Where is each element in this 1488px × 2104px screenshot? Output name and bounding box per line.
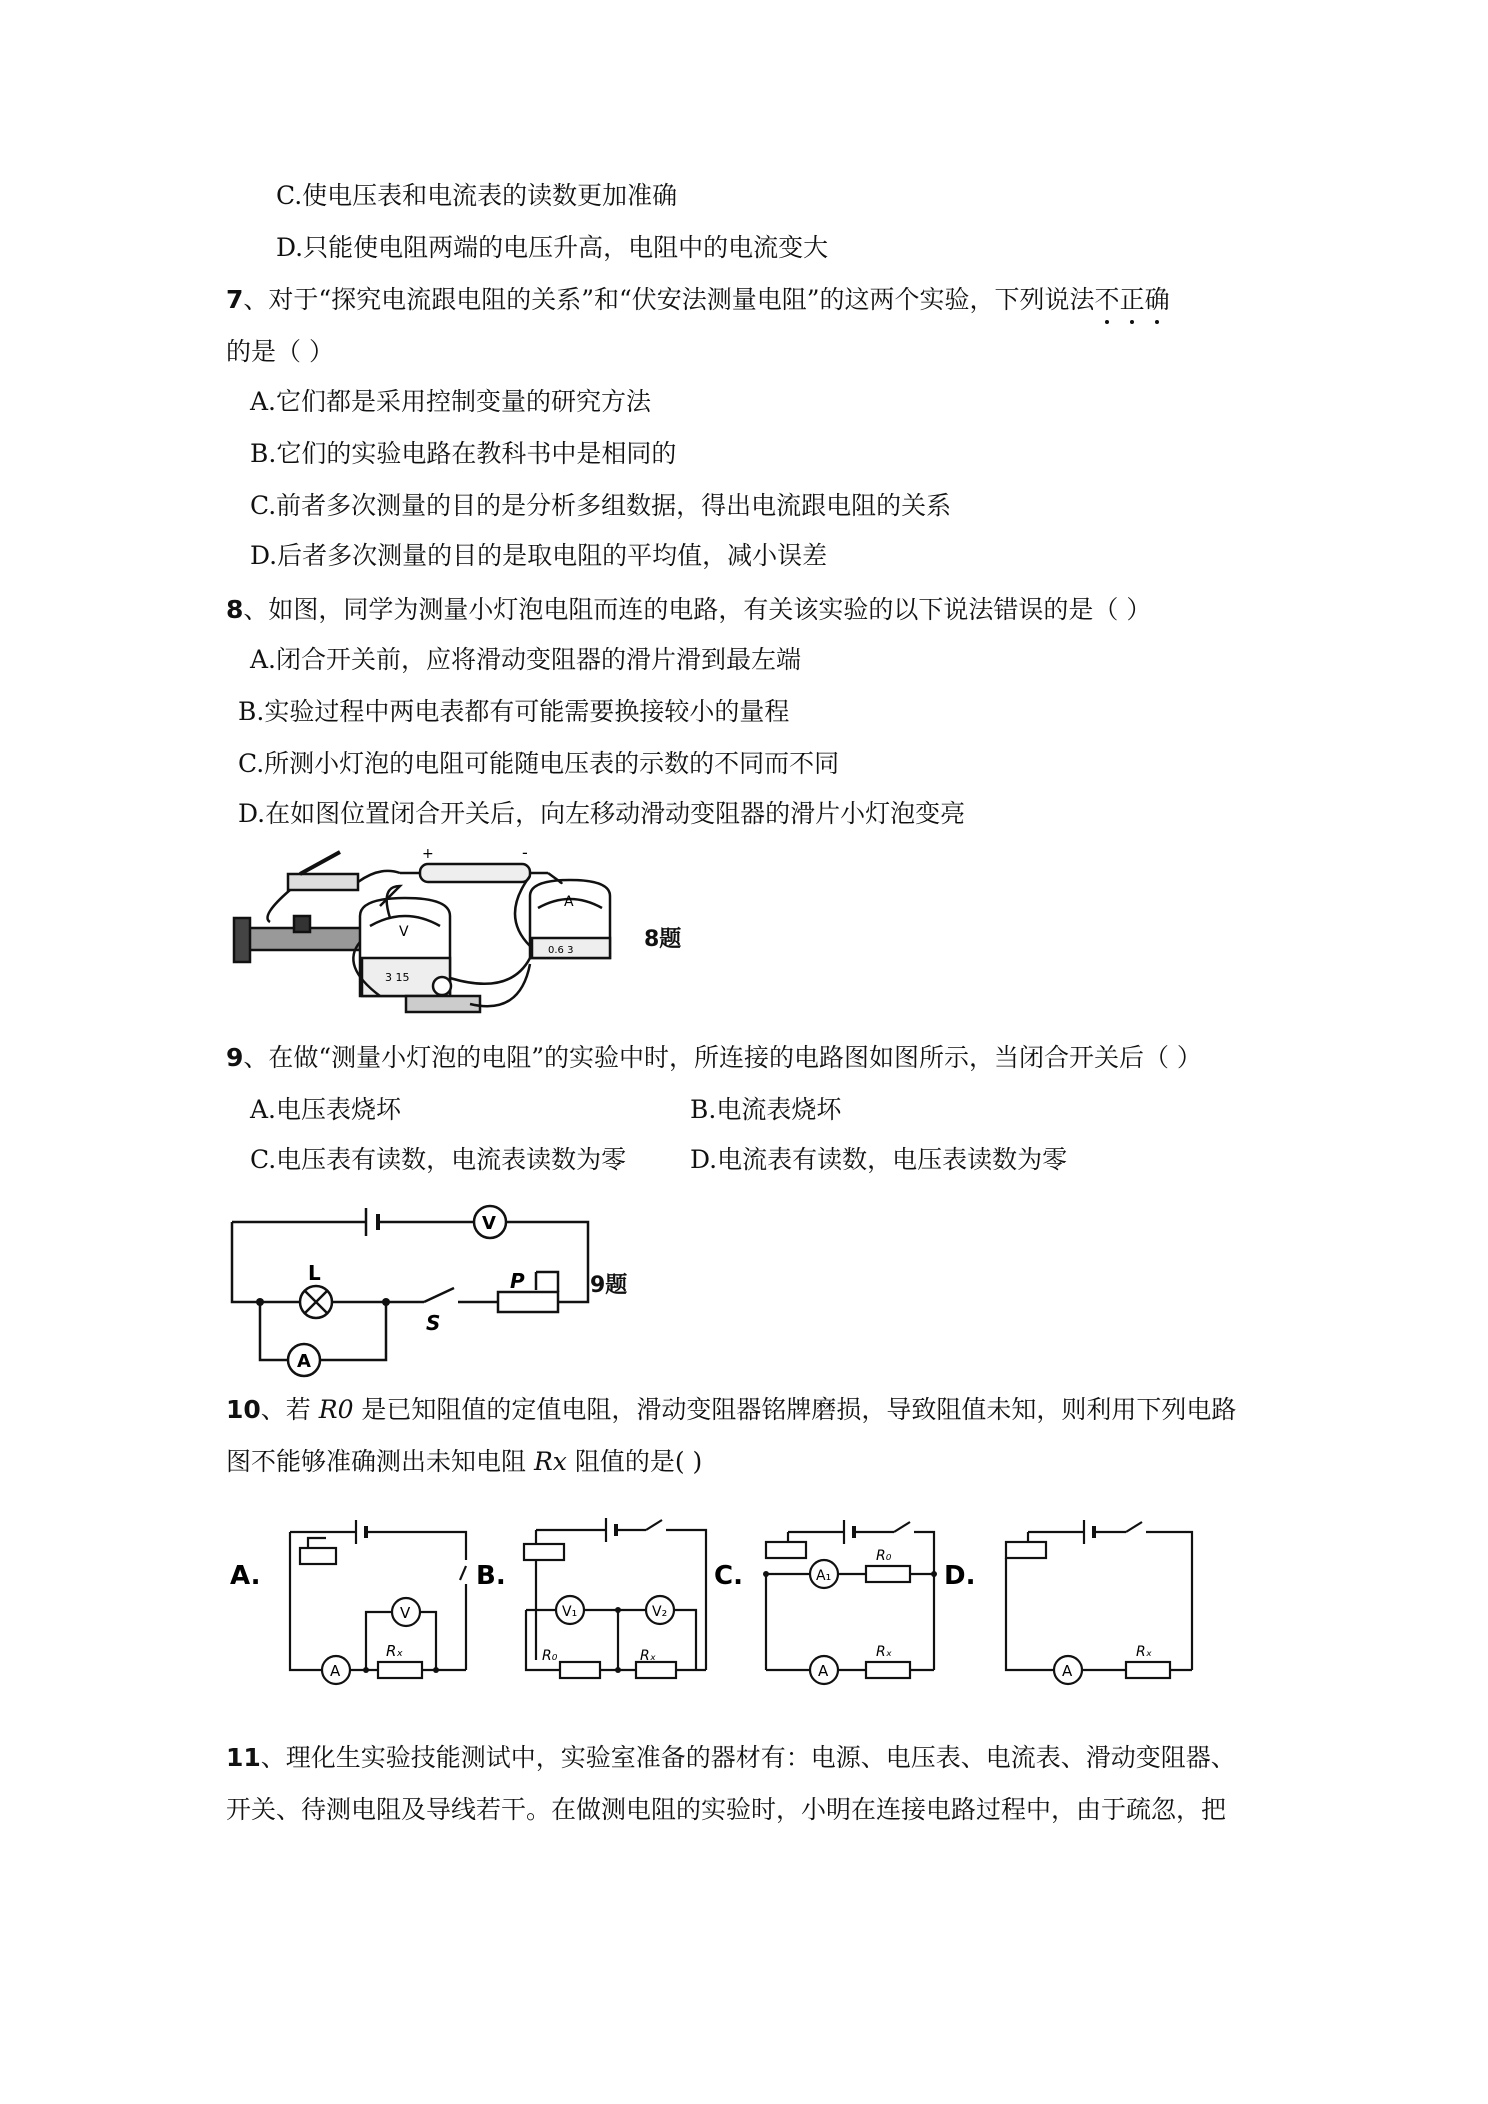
q10-stem-text-d: 阻值的是( ) bbox=[566, 1447, 703, 1476]
circuit-b-v2: V₂ bbox=[652, 1604, 668, 1620]
q8-option-c: C.所测小灯泡的电阻可能随电压表的示数的不同而不同 bbox=[238, 749, 840, 778]
q9-option-b: B.电流表烧坏 bbox=[690, 1095, 842, 1124]
ammeter-letter: A bbox=[297, 1351, 311, 1372]
q11-stem-line2: 开关、待测电阻及导线若干。在做测电阻的实验时，小明在连接电路过程中，由于疏忽，把 bbox=[226, 1795, 1227, 1824]
circuit-d bbox=[1006, 1520, 1192, 1684]
q8-stem bbox=[226, 594, 1151, 626]
switch-icon bbox=[424, 1288, 454, 1302]
q7-stem-line2: 的是（ ） bbox=[226, 337, 334, 366]
switch-letter: S bbox=[426, 1311, 441, 1335]
q9-stem-text: 、在做“测量小灯泡的电阻”的实验中时，所连接的电路图如图所示，当闭合开关后（ ） bbox=[243, 1043, 1202, 1072]
circuit-a-ammeter: A bbox=[330, 1662, 341, 1680]
q7-option-c: C.前者多次测量的目的是分析多组数据，得出电流跟电阻的关系 bbox=[250, 491, 952, 520]
circuit-b-v1: V₁ bbox=[562, 1604, 578, 1620]
ammeter-scale: 0.6 3 bbox=[548, 945, 574, 956]
circuit-a-rx: Rₓ bbox=[386, 1642, 404, 1660]
circuit-c-label: C. bbox=[714, 1561, 743, 1591]
q7-option-a: A.它们都是采用控制变量的研究方法 bbox=[250, 387, 652, 416]
voltmeter-letter: V bbox=[482, 1213, 496, 1234]
q8-option-b: B.实验过程中两电表都有可能需要换接较小的量程 bbox=[238, 697, 790, 726]
q6-option-d: D.只能使电阻两端的电压升高，电阻中的电流变大 bbox=[276, 233, 829, 262]
q7-emphasis-3: 确 bbox=[1144, 285, 1170, 314]
circuit-a-voltmeter: V bbox=[400, 1604, 411, 1622]
q7-stem-text: 、对于“探究电流跟电阻的关系”和“伏安法测量电阻”的这两个实验，下列说法 bbox=[243, 285, 1095, 314]
q10-stem-line1 bbox=[226, 1394, 1236, 1426]
q10-stem-text-b: 是已知阻值的定值电阻，滑动变阻器铭牌磨损，导致阻值未知，则利用下列电路 bbox=[353, 1395, 1237, 1424]
q10-stem-line2 bbox=[226, 1446, 702, 1478]
battery-icon bbox=[420, 864, 530, 882]
circuit-d-label: D. bbox=[944, 1561, 976, 1591]
q11-stem-line1 bbox=[226, 1742, 1236, 1774]
q7-emphasis-1: 不 bbox=[1094, 285, 1120, 314]
q9-option-c: C.电压表有读数，电流表读数为零 bbox=[250, 1145, 627, 1174]
q8-option-a: A.闭合开关前，应将滑动变阻器的滑片滑到最左端 bbox=[250, 645, 802, 674]
circuit-c-r0: R₀ bbox=[876, 1548, 892, 1564]
q7-number: 7 bbox=[226, 285, 244, 314]
circuit-c-a1: A₁ bbox=[816, 1568, 832, 1584]
q7-emphasis-2: 正 bbox=[1119, 285, 1145, 314]
q10-stem-text-c: 图不能够准确测出未知电阻 bbox=[226, 1447, 534, 1476]
bulb-icon bbox=[433, 977, 451, 995]
q7-option-d: D.后者多次测量的目的是取电阻的平均值，减小误差 bbox=[250, 541, 828, 570]
circuit-d-rx: Rₓ bbox=[1136, 1644, 1152, 1660]
circuit-b-label: B. bbox=[476, 1561, 506, 1591]
q8-option-d: D.在如图位置闭合开关后，向左移动滑动变阻器的滑片小灯泡变亮 bbox=[238, 799, 966, 828]
q10-rx-symbol: Rx bbox=[533, 1447, 567, 1476]
q10-number: 10 bbox=[226, 1395, 261, 1424]
rheostat-icon bbox=[498, 1292, 558, 1312]
circuit-c-rx: Rₓ bbox=[876, 1644, 892, 1660]
circuit-d-ammeter: A bbox=[1062, 1662, 1073, 1680]
q8-stem-text: 、如图，同学为测量小灯泡电阻而连的电路，有关该实验的以下说法错误的是（ ） bbox=[243, 595, 1152, 624]
knife-switch bbox=[288, 874, 358, 890]
q8-circuit-figure bbox=[230, 846, 700, 1021]
q10-stem-text-a: 、若 bbox=[260, 1395, 319, 1424]
q9-figure-label: 9题 bbox=[590, 1273, 628, 1298]
ammeter-letter: A bbox=[564, 894, 574, 910]
q10-circuit-figures bbox=[226, 1500, 1206, 1690]
q9-option-a: A.电压表烧坏 bbox=[250, 1095, 402, 1124]
q10-r0-symbol: R0 bbox=[318, 1395, 354, 1424]
circuit-a-label: A. bbox=[230, 1561, 261, 1591]
q9-stem bbox=[226, 1042, 1202, 1074]
circuit-c-ammeter: A bbox=[818, 1662, 829, 1680]
voltmeter-scale: 3 15 bbox=[385, 971, 410, 984]
q7-stem-line1 bbox=[226, 284, 1170, 316]
voltmeter-letter: V bbox=[399, 924, 409, 940]
slider-letter: P bbox=[510, 1269, 525, 1293]
battery-plus: + bbox=[422, 846, 434, 862]
q9-circuit-figure bbox=[226, 1192, 596, 1382]
battery-minus: - bbox=[522, 846, 528, 862]
q9-option-d: D.电流表有读数，电压表读数为零 bbox=[690, 1145, 1068, 1174]
q8-figure-label: 8题 bbox=[644, 927, 682, 952]
lamp-letter: L bbox=[308, 1261, 321, 1285]
q6-option-c: C.使电压表和电流表的读数更加准确 bbox=[276, 181, 678, 210]
circuit-a bbox=[290, 1520, 466, 1684]
circuit-b-rx: Rₓ bbox=[640, 1648, 656, 1664]
q8-number: 8 bbox=[226, 595, 244, 624]
q9-number: 9 bbox=[226, 1043, 244, 1072]
circuit-b-r0: R₀ bbox=[542, 1648, 558, 1664]
q7-option-b: B.它们的实验电路在教科书中是相同的 bbox=[250, 439, 677, 468]
q11-stem-text-a: 、理化生实验技能测试中，实验室准备的器材有：电源、电压表、电流表、滑动变阻器、 bbox=[260, 1743, 1236, 1772]
q11-number: 11 bbox=[226, 1743, 261, 1772]
lamp-base bbox=[406, 996, 480, 1012]
circuit-c bbox=[766, 1520, 934, 1684]
